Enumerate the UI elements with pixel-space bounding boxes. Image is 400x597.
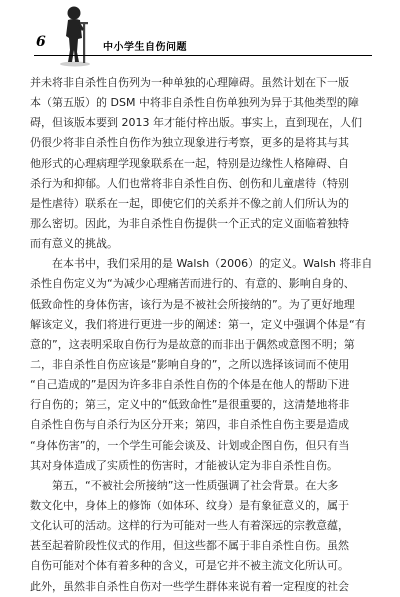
text-line: 仍很少将非自杀性自伤作为独立现象进行考察，更多的是将其与其 bbox=[30, 136, 349, 150]
body-text bbox=[30, 73, 372, 597]
page-number: 6 bbox=[36, 34, 46, 50]
running-head: 中小学生自伤问题 bbox=[103, 42, 187, 53]
figure-with-crutch-icon bbox=[55, 5, 95, 67]
text-line: 低致命性的身体伤害，该行为是不被社会所接纳的”。为了更好地理 bbox=[30, 297, 355, 311]
text-line: “身体伤害”的，一个学生可能会谈及、计划或企图自伤，但只有当 bbox=[30, 438, 350, 452]
text-line: 杀行为和抑郁。人们也常将非自杀性自伤、创伤和儿童虐待（特别 bbox=[30, 176, 349, 190]
text-line: 本（第五版）的 DSM 中将非自杀性自伤单独列为异于其他类型的障 bbox=[30, 96, 359, 110]
text-line: 杀性自伤定义为“为减少心理痛苦而进行的、有意的、影响自身的、 bbox=[30, 277, 355, 291]
text-line: 并未将非自杀性自伤列为一种单独的心理障碍。虽然计划在下一版 bbox=[30, 76, 349, 89]
text-line: 意的”，这表明采取自伤行为是故意的而非出于偶然或意图不明；第 bbox=[30, 337, 355, 351]
text-line: 而有意义的挑战。 bbox=[30, 237, 118, 251]
text-line: “自己造成的”是因为许多非自杀性自伤的个体是在他人的帮助下进 bbox=[30, 378, 350, 392]
text-line: 在本书中，我们采用的是 Walsh（2006）的定义。Walsh 将非自 bbox=[30, 257, 372, 271]
text-line: 自伤可能对个体有着多种的含义，可是它并不被主流文化所认可。 bbox=[30, 559, 349, 573]
header-rule bbox=[34, 55, 372, 56]
text-line: 自杀性自伤与自杀行为区分开来；第四，非自杀性自伤主要是造成 bbox=[30, 418, 349, 432]
text-line: 解该定义，我们将进行更进一步的阐述：第一，定义中强调个体是“有 bbox=[30, 317, 366, 331]
text-line: 行自伤的；第三，定义中的“低致命性”是很重要的，这清楚地将非 bbox=[30, 398, 350, 412]
text-line: 是性虐待）联系在一起，即使它们的关系并不像之前人们所认为的 bbox=[30, 196, 349, 210]
text-line: 其对身体造成了实质性的伤害时，才能被认定为非自杀性自伤。 bbox=[30, 458, 338, 472]
text-line: 他形式的心理病理学现象联系在一起，特别是边缘性人格障碍、自 bbox=[30, 156, 349, 170]
text-line: 那么密切。因此，为非自杀性自伤提供一个正式的定义面临着独特 bbox=[30, 216, 349, 230]
text-line: 数文化中，身体上的修饰（如体环、纹身）是有象征意义的，属于 bbox=[30, 498, 349, 512]
text-line: 甚至起着阶段性仪式的作用，但这些都不属于非自杀性自伤。虽然 bbox=[30, 539, 349, 553]
text-line: 文化认可的活动。这样的行为可能对一些人有着深远的宗教意蕴， bbox=[30, 519, 349, 533]
text-line: 碍，但该版本要到 2013 年才能付梓出版。事实上，直到现在，人们 bbox=[30, 116, 362, 130]
text-line: 二，非自杀性自伤应该是“影响自身的”，之所以选择该词而不使用 bbox=[30, 357, 350, 371]
text-line: 第五，“不被社会所接纳”这一性质强调了社会背景。在大多 bbox=[30, 478, 339, 492]
text-line: 此外，虽然非自杀性自伤对一些学生群体来说有着一定程度的社会 bbox=[30, 579, 349, 593]
